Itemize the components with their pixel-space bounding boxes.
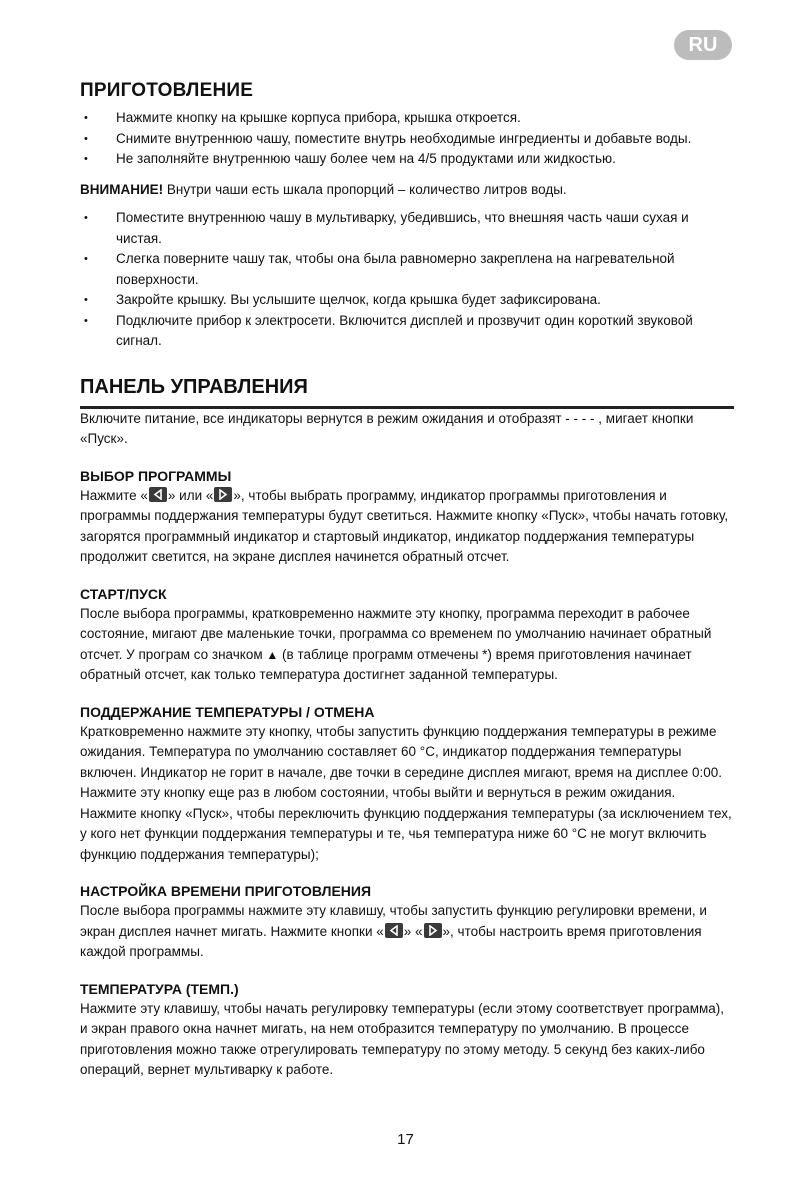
text-run: », чтобы настроить время приготовления каждой программы. bbox=[80, 923, 702, 959]
list-item: • Снимите внутреннюю чашу, поместите внутрь необходимые ингредиенты и добавьте воды. bbox=[80, 129, 734, 150]
list-item: • Слегка поверните чашу так, чтобы она была равномерно закреплена на нагревательной поверхности. bbox=[80, 249, 734, 290]
subsection-title-program: ВЫБОР ПРОГРАММЫ bbox=[80, 467, 232, 484]
text-run: », чтобы выбрать программу, индикатор программы приготовления и программы поддержания температуры будут светиться. Нажмите кнопку «Пуск», чтобы начать готовку, загорятся программный индикатор и стартовый индикатор, индикатор поддержания температуры продолжит светится, на экране дисплея начинется обратный отсчет. bbox=[80, 487, 729, 564]
subsection-title-start: СТАРТ/ПУСК bbox=[80, 585, 167, 602]
panel-intro: Включите питание, все индикаторы вернутся в режим ожидания и отобразят - - - - , мигает кнопки «Пуск». bbox=[80, 410, 694, 446]
preparation-list bbox=[80, 108, 734, 170]
program-text bbox=[80, 486, 734, 568]
list-item: • Не заполняйте внутреннюю чашу более чем на 4/5 продуктами или жидкостью. bbox=[80, 149, 734, 170]
text-run: » или « bbox=[167, 487, 214, 503]
section-title-control-panel: ПАНЕЛЬ УПРАВЛЕНИЯ bbox=[80, 376, 734, 409]
temperature-text: Нажмите эту клавишу, чтобы начать регулировку температуры (если этому соответствует программа), и экран правого окна начнет мигать, на нем отобразится температуру по умолчанию. В процессе приготовления можно также отрегулировать температуру по этому методу. 5 секунд без каких-либо операций, вернет мультиварку к работе. bbox=[80, 1000, 725, 1077]
left-arrow-key-icon bbox=[149, 487, 167, 502]
preparation-list-2 bbox=[80, 208, 734, 352]
left-arrow-key-icon bbox=[385, 923, 403, 938]
subsection-title-time: НАСТРОЙКА ВРЕМЕНИ ПРИГОТОВЛЕНИЯ bbox=[80, 883, 372, 899]
warning-text: Внутри чаши есть шкала пропорций – количество литров воды. bbox=[163, 181, 567, 197]
warning-label: ВНИМАНИЕ! bbox=[80, 181, 164, 197]
list-item: • Закройте крышку. Вы услышите щелчок, когда крышка будет зафиксирована. bbox=[80, 290, 734, 311]
list-item: • Поместите внутреннюю чашу в мультиварку, убедившись, что внешняя часть чаши сухая и чистая. bbox=[80, 208, 734, 249]
time-text bbox=[80, 901, 734, 963]
subsection-title-keepwarm: ПОДДЕРЖАНИЕ ТЕМПЕРАТУРЫ / ОТМЕНА bbox=[80, 703, 375, 720]
triangle-symbol-icon: ▲ bbox=[266, 647, 279, 662]
subsection-title-temperature: ТЕМПЕРАТУРА (ТЕМП.) bbox=[80, 980, 239, 997]
section-title-preparation: ПРИГОТОВЛЕНИЕ bbox=[80, 80, 254, 101]
text-run: » « bbox=[403, 923, 423, 939]
list-item: • Подключите прибор к электросети. Включится дисплей и прозвучит один короткий звуковой сигнал. bbox=[80, 311, 734, 352]
text-run: После выбора программы нажмите эту клавишу, чтобы запустить функцию регулировки времени, и экран дисплея начнет мигать. Нажмите кнопки « bbox=[80, 903, 707, 939]
page-number: 17 bbox=[397, 1131, 414, 1148]
text-run: (в таблице программ отмечены *) время приготовления начинает обратный отсчет, как только температура достигнет заданной температуры. bbox=[80, 646, 692, 682]
text-run: После выбора программы, кратковременно нажмите эту кнопку, программа переходит в рабочее состояние, мигают две маленькие точки, программа со временем по умолчанию начинает обратный отсчет. У програм со значком bbox=[80, 605, 712, 662]
page-content bbox=[80, 80, 734, 1081]
right-arrow-key-icon bbox=[214, 487, 232, 502]
start-text bbox=[80, 604, 734, 686]
list-item: • Нажмите кнопку на крышке корпуса прибора, крышка откроется. bbox=[80, 108, 734, 129]
language-badge: RU bbox=[674, 30, 732, 60]
warning-note bbox=[80, 180, 734, 201]
right-arrow-key-icon bbox=[424, 923, 442, 938]
text-run: Нажмите « bbox=[80, 487, 148, 503]
keepwarm-text: Кратковременно нажмите эту кнопку, чтобы запустить функцию поддержания температуры в режиме ожидания. Температура по умолчанию составляет 60 °С, индикатор поддержания температуры включен. Индикатор не горит в начале, две точки в середине дисплея мигают, время на дисплее 0:00. Нажмите эту кнопку еще раз в любом состоянии, чтобы выйти и вернуться в режим ожидания. Нажмите кнопку «Пуск», чтобы переключить функцию поддержания температуры (за исключением тех, у кого нет функции поддержания температуры и те, чья температура ниже 60 °С не могут включить функцию поддержания температуры); bbox=[80, 723, 732, 862]
